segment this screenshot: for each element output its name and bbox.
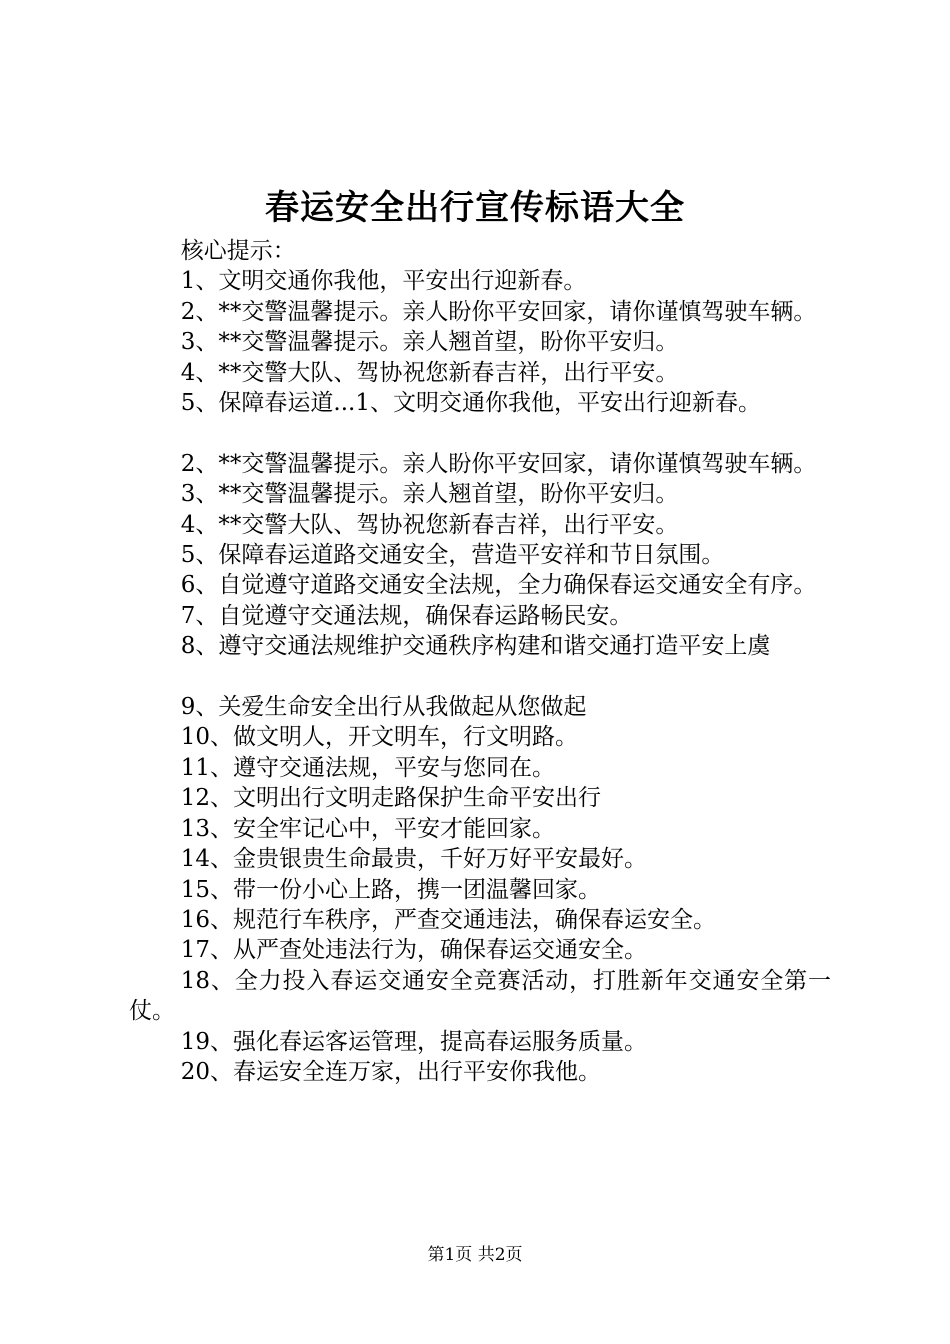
paragraph-gap xyxy=(129,418,831,448)
paragraph: 5、保障春运道路交通安全，营造平安祥和节日氛围。 xyxy=(180,542,725,569)
paragraph: 8、遵守交通法规维护交通秩序构建和谐交通打造平安上虞 xyxy=(180,633,771,660)
paragraph: 核心提示： xyxy=(180,238,296,264)
paragraph: 3、**交警温馨提示。亲人翘首望，盼你平安归。 xyxy=(180,481,679,508)
paragraph: 10、做文明人，开文明车，行文明路。 xyxy=(180,724,579,751)
paragraph: 7、自觉遵守交通法规，确保春运路畅民安。 xyxy=(180,602,633,629)
paragraph: 6、自觉遵守道路交通安全法规，全力确保春运交通安全有序。 xyxy=(180,572,817,599)
paragraph: 13、安全牢记心中，平安才能回家。 xyxy=(180,815,556,842)
paragraph: 9、关爱生命安全出行从我做起从您做起 xyxy=(180,694,587,721)
paragraph: 1、文明交通你我他，平安出行迎新春。 xyxy=(180,268,587,295)
document-body xyxy=(129,236,831,1087)
paragraph: 12、文明出行文明走路保护生命平安出行 xyxy=(180,785,602,812)
page-title: 春运安全出行宣传标语大全 xyxy=(265,188,685,228)
paragraph: 11、遵守交通法规，平安与您同在。 xyxy=(180,754,556,781)
paragraph: 15、带一份小心上路，携一团温馨回家。 xyxy=(180,876,602,903)
paragraph: 2、**交警温馨提示。亲人盼你平安回家，请你谨慎驾驶车辆。 xyxy=(180,298,817,325)
page-footer: 第1页 共2页 xyxy=(427,1245,523,1265)
paragraph: 19、强化春运客运管理，提高春运服务质量。 xyxy=(180,1028,648,1055)
paragraph: 20、春运安全连万家，出行平安你我他。 xyxy=(180,1058,602,1085)
paragraph: 4、**交警大队、驾协祝您新春吉祥，出行平安。 xyxy=(180,511,679,538)
paragraph: 18、全力投入春运交通安全竞赛活动，打胜新年交通安全第一仗。 xyxy=(129,967,831,1025)
paragraph: 17、从严查处违法行为，确保春运交通安全。 xyxy=(180,937,648,964)
paragraph: 4、**交警大队、驾协祝您新春吉祥，出行平安。 xyxy=(180,359,679,386)
paragraph-gap xyxy=(129,662,831,692)
paragraph: 5、保障春运道...1、文明交通你我他，平安出行迎新春。 xyxy=(180,390,761,417)
paragraph: 16、规范行车秩序，严查交通违法，确保春运安全。 xyxy=(180,906,717,933)
paragraph: 2、**交警温馨提示。亲人盼你平安回家，请你谨慎驾驶车辆。 xyxy=(180,450,817,477)
paragraph: 3、**交警温馨提示。亲人翘首望，盼你平安归。 xyxy=(180,329,679,356)
paragraph: 14、金贵银贵生命最贵，千好万好平安最好。 xyxy=(180,846,648,873)
